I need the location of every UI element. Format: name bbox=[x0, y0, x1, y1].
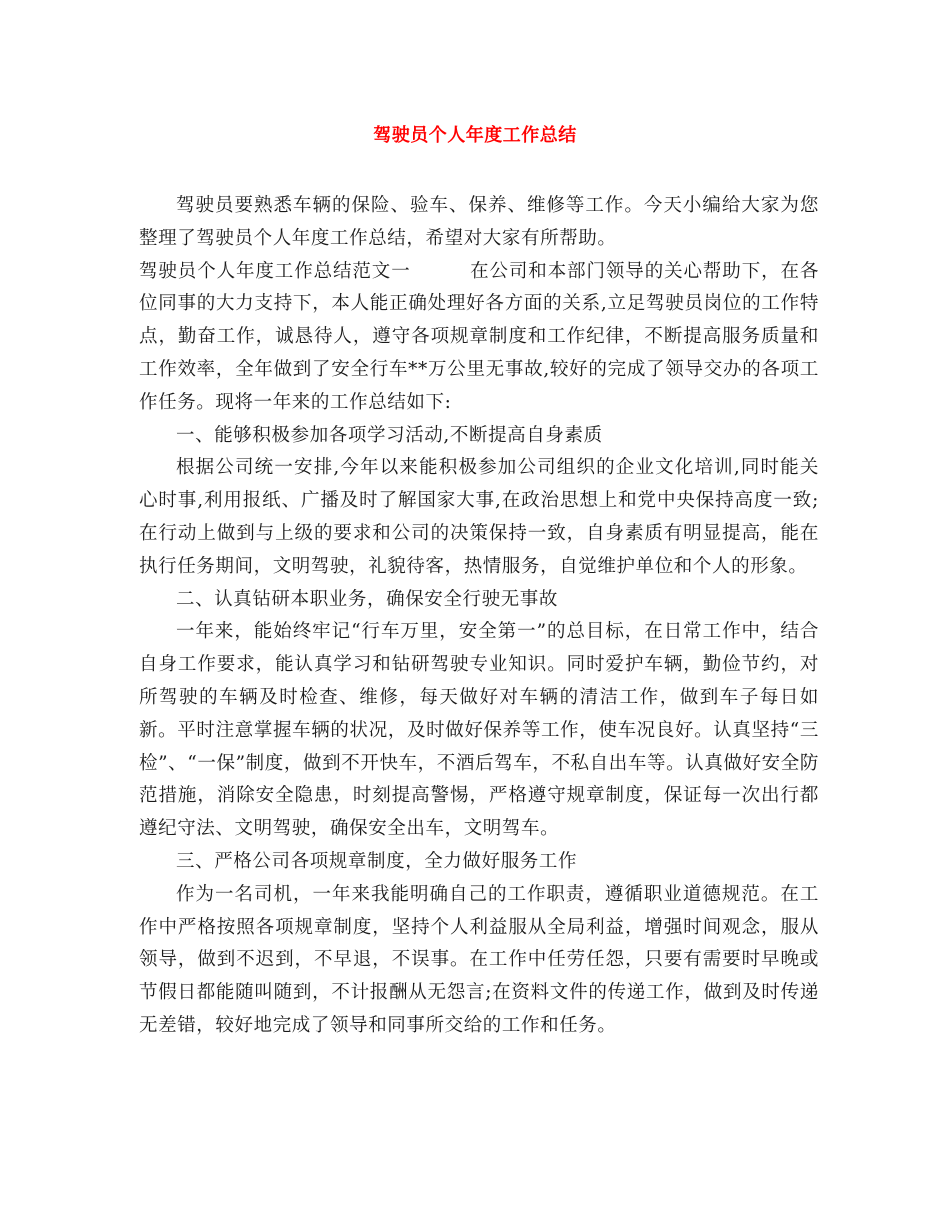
section-heading-1: 一、能够积极参加各项学习活动,不断提高自身素质 bbox=[176, 424, 603, 446]
section-paragraph-1: 根据公司统一安排,今年以来能积极参加公司组织的企业文化培训,同时能关心时事,利用报纸、广播及时了解国家大事,在政治思想上和党中央保持高度一致;在行动上做到与上级的要求和公司的决策保持一致，自身素质有明显提高，能在执行任务期间，文明驾驶，礼貌待客，热情服务，自觉维护单位和个人的形象。 bbox=[139, 457, 819, 577]
sample-label: 驾驶员个人年度工作总结范文一 bbox=[139, 260, 411, 282]
document-title: 驾驶员个人年度工作总结 bbox=[373, 125, 577, 146]
section-paragraph-2: 一年来，能始终牢记“行车万里，安全第一”的总目标，在日常工作中，结合自身工作要求，能认真学习和钻研驾驶专业知识。同时爱护车辆，勤俭节约，对所驾驶的车辆及时检查、维修，每天做好对车辆的清洁工作，做到车子每日如新。平时注意掌握车辆的状况，及时做好保养等工作，使车况良好。认真坚持“三检”、“一保”制度，做到不开快车，不酒后驾车，不私自出车等。认真做好安全防范措施，消除安全隐患，时刻提高警惕，严格遵守规章制度，保证每一次出行都遵纪守法、文明驾驶，确保安全出车，文明驾车。 bbox=[139, 621, 819, 840]
sample-text: 在公司和本部门领导的关心帮助下，在各位同事的大力支持下，本人能正确处理好各方面的关系,立足驾驶员岗位的工作特点，勤奋工作，诚恳待人，遵守各项规章制度和工作纪律，不断提高服务质量和工作效率，全年做到了安全行车**万公里无事故,较好的完成了领导交办的各项工作任务。现将一年来的工作总结如下: bbox=[139, 260, 819, 413]
intro-paragraph: 驾驶员要熟悉车辆的保险、验车、保养、维修等工作。今天小编给大家为您整理了驾驶员个人年度工作总结，希望对大家有所帮助。 bbox=[139, 195, 819, 249]
section-heading-3: 三、严格公司各项规章制度，全力做好服务工作 bbox=[176, 850, 578, 872]
document-body bbox=[139, 190, 819, 1043]
section-paragraph-3: 作为一名司机，一年来我能明确自己的工作职责，遵循职业道德规范。在工作中严格按照各项规章制度，坚持个人利益服从全局利益，增强时间观念，服从领导，做到不迟到，不早退，不误事。在工作中任劳任怨，只要有需要时早晚或节假日都能随叫随到，不计报酬从无怨言;在资料文件的传递工作，做到及时传递无差错，较好地完成了领导和同事所交给的工作和任务。 bbox=[139, 883, 819, 1036]
section-heading-2: 二、认真钻研本职业务，确保安全行驶无事故 bbox=[176, 588, 559, 610]
sample-paragraph bbox=[139, 256, 819, 420]
